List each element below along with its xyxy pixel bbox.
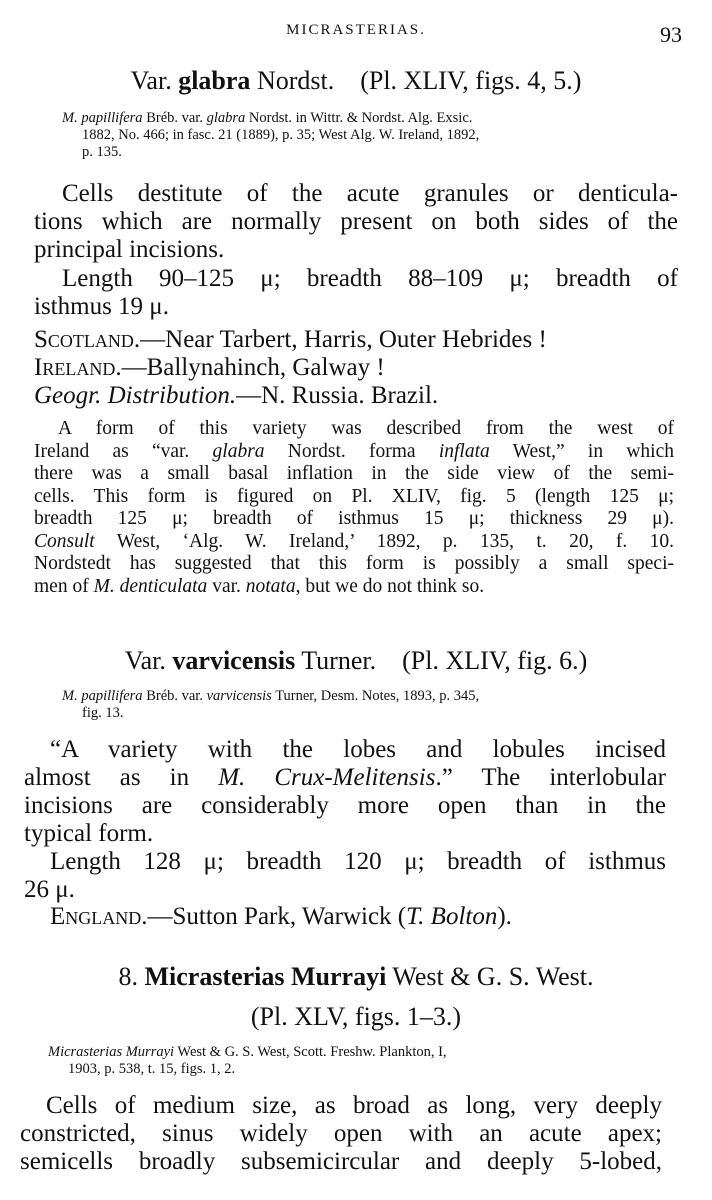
measurements-paragraph: Length 128 μ; breadth 120 μ; breadth of isthmus 26 μ. bbox=[24, 848, 666, 903]
description-paragraph: Cells destitute of the acute granules or denticula- tions which are normally present on both sides of the principal incisions. bbox=[34, 180, 678, 263]
locality-scotland: Scotland.—Near Tarbert, Harris, Outer Hebrides ! bbox=[34, 326, 547, 353]
heading-plate-ref: (Pl. XLIV, fig. 6.) bbox=[402, 646, 588, 675]
heading-plate-ref: (Pl. XLV, figs. 1–3.) bbox=[250, 1002, 462, 1031]
synonymy-reference: M. papillifera Bréb. var. varvicensis Turner, Desm. Notes, 1893, p. 345, fig. 13. bbox=[62, 688, 480, 721]
running-head bbox=[0, 22, 712, 48]
locality-region: England. bbox=[50, 903, 148, 930]
heading-var-prefix: Var. bbox=[130, 66, 179, 95]
geographic-distribution: Geogr. Distribution.—N. Russia. Brazil. bbox=[34, 382, 439, 409]
heading-var-author: Nordst. bbox=[250, 66, 335, 95]
heading-var-glabra bbox=[0, 66, 712, 96]
locality-region: Scotland. bbox=[34, 326, 141, 353]
description-paragraph: “A variety with the lobes and lobules incised almost as in M. Crux-Melitensis.” The interlobular incisions are considerably more open than in the typical form. bbox=[24, 736, 666, 847]
species-name: Micrasterias Murrayi bbox=[144, 962, 387, 991]
page-number: 93 bbox=[660, 22, 682, 47]
locality-region: Ireland. bbox=[34, 354, 122, 381]
heading-plate-ref: (Pl. XLIV, figs. 4, 5.) bbox=[360, 66, 582, 95]
measurements-paragraph: Length 90–125 μ; breadth 88–109 μ; breadth of isthmus 19 μ. bbox=[34, 265, 678, 320]
heading-species-murrayi: 8. Micrasterias Murrayi West & G. S. West. bbox=[118, 962, 594, 991]
note-paragraph: A form of this variety was described from the west of Ireland as “var. glabra Nordst. forma inflata West,” in which there was a small basal inflation in the side view of the semi- cells. This form is figured on Pl. XLIV, fig. 5 (length 125 μ; breadth 125 μ; breadth of isthmus 15 μ; thickness 29 μ). Consult West, ‘Alg. W. Ireland,’ 1892, p. 135, t. 20, f. 10. Nordstedt has suggested that this form is possibly a small speci- men of M. denticulata var. notata, but we do not think so. bbox=[34, 418, 674, 597]
heading-var-name: glabra bbox=[178, 66, 251, 95]
running-title: MICRASTERIAS. bbox=[286, 22, 426, 38]
heading-var-name: varvicensis bbox=[172, 646, 296, 675]
description-paragraph: Cells of medium size, as broad as long, very deeply constricted, sinus widely open with an acute apex; semicells broadly subsemicircular and deeply 5-lobed, bbox=[20, 1092, 662, 1175]
heading-var-varvicensis: Var. varvicensis Turner. (Pl. XLIV, fig. 6.) bbox=[124, 646, 588, 675]
synonymy-reference: Micrasterias Murrayi West & G. S. West, Scott. Freshw. Plankton, I, 1903, p. 538, t. 15, figs. 1, 2. bbox=[48, 1044, 447, 1077]
locality-england: England.—Sutton Park, Warwick (T. Bolton). bbox=[50, 903, 512, 930]
synonymy-reference: M. papillifera Bréb. var. glabra Nordst. in Wittr. & Nordst. Alg. Exsic. 1882, No. 466; in fasc. 21 (1889), p. 35; West Alg. W. Ireland, 1892, p. 135. bbox=[62, 110, 480, 160]
locality-ireland: Ireland.—Ballynahinch, Galway ! bbox=[34, 354, 385, 381]
